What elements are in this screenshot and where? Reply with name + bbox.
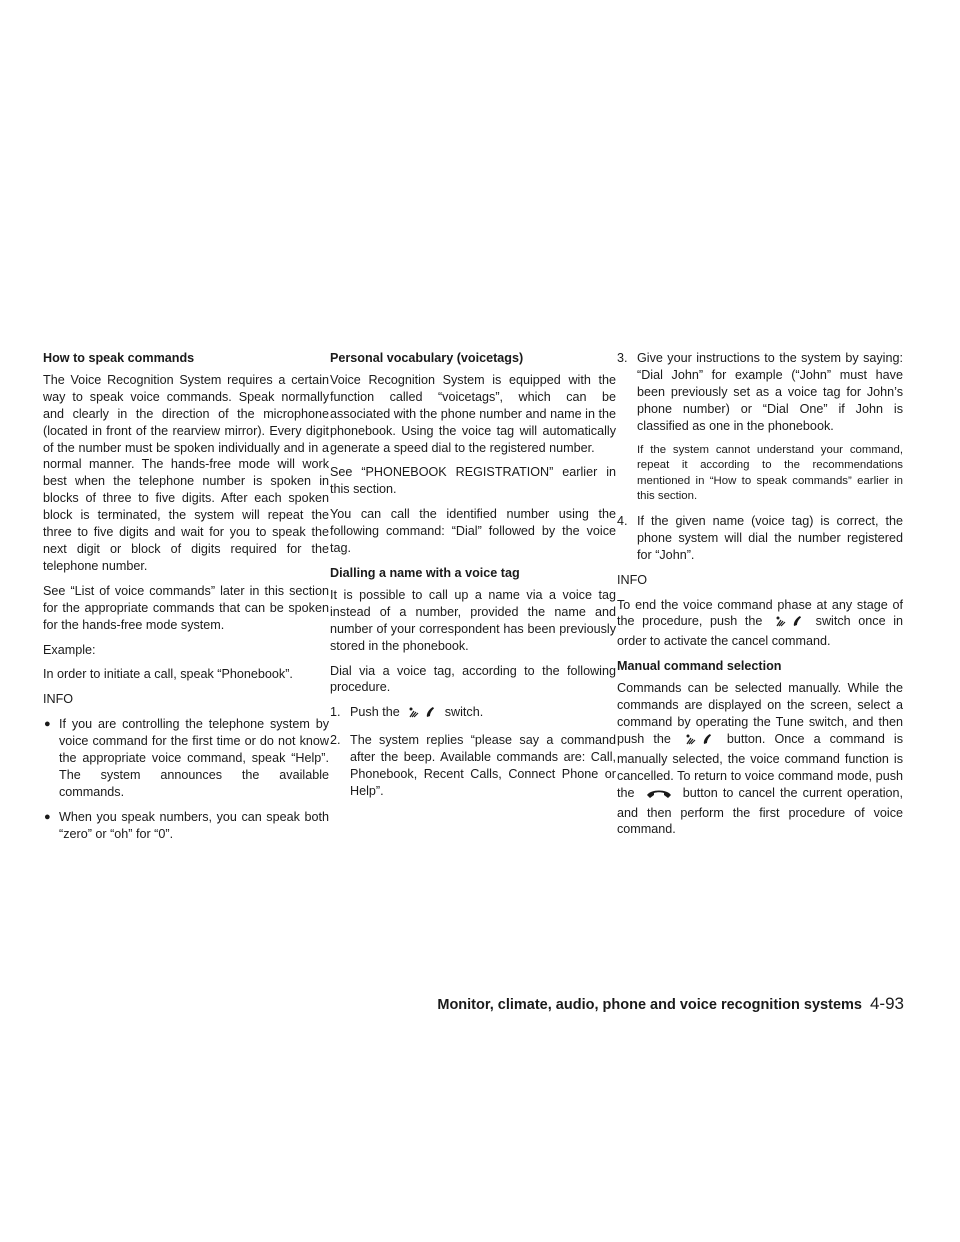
step-3: [617, 350, 903, 435]
paragraph-procedure: Dial via a voice tag, according to the following procedure.: [330, 663, 616, 695]
step-text: Push the: [350, 705, 400, 720]
step-1: [330, 704, 616, 724]
step-2: [330, 732, 616, 800]
section-title: Monitor, climate, audio, phone and voice recognition systems: [437, 997, 862, 1013]
paragraph-end-voice: To end the voice command phase at any stage of the procedure, push the switch once in order to activate the cancel command.: [617, 597, 904, 649]
step-3-note: If the system cannot understand your command, repeat it according to the recommendations mentioned in “How to speak commands” earlier in this section.: [637, 443, 903, 503]
heading-how-to-speak: How to speak commands: [43, 351, 195, 365]
column-right: [617, 350, 903, 846]
heading-manual-command: Manual command selection: [617, 659, 782, 674]
column-left: [43, 350, 329, 851]
step-text: switch.: [444, 705, 484, 720]
bullet-item: [43, 716, 329, 801]
paragraph-see-phonebook: See “PHONEBOOK REGISTRATION” earlier in this section.: [330, 465, 616, 497]
step-number: 3.: [617, 351, 628, 365]
heading-dialling-name: Dialling a name with a voice tag: [330, 565, 520, 580]
bullet-dot-icon: ●: [44, 718, 51, 731]
step-number: 4.: [617, 513, 628, 528]
page-footer: [437, 996, 904, 1014]
paragraph-dial-command: You can call the identified number using the following command: “Dial” followed by the voice tag.: [330, 507, 616, 556]
bullet-text: When you speak numbers, you can speak both “zero” or “oh” for “0”.: [59, 809, 329, 841]
info-label: INFO: [43, 692, 74, 707]
column-middle: [330, 350, 616, 808]
voice-talk-switch-icon: [407, 705, 437, 724]
step-number: 2.: [330, 733, 341, 748]
paragraph-voicetags: Voice Recognition System is equipped with the function called “voicetags”, which can be associated with the phone number and name in the phonebook. Using the voice tag will automatically generate a speed dial to the registered number.: [330, 372, 616, 455]
phone-hangup-icon: [644, 788, 674, 805]
voice-talk-switch-icon: [684, 732, 714, 751]
bullet-dot-icon: ●: [44, 810, 51, 823]
page-number: 4-93: [869, 994, 904, 1013]
paragraph-see-list: See “List of voice commands” later in this section for the appropriate commands that can be spoken for the hands-free mode system.: [43, 583, 329, 632]
step-text: The system replies “please say a command after the beep. Available commands are: Call, Phonebook, Recent Calls, Connect Phone or Help”.: [350, 733, 616, 798]
info-label: INFO: [617, 572, 648, 587]
heading-personal-vocabulary: Personal vocabulary (voicetags): [330, 351, 524, 365]
step-text: If the given name (voice tag) is correct, the phone system will dial the number registered for “John”.: [637, 513, 903, 562]
voice-talk-switch-icon: [774, 614, 804, 633]
paragraph-manual-command: Commands can be selected manually. While the commands are displayed on the screen, select a command by operating the Tune switch, and then push the button. Once a command is manually selected, the voice command function is cancelled. To return to voice command mode, push the button to cancel the current operation, and then perform the first procedure of voice command.: [617, 681, 904, 837]
paragraph-example: In order to initiate a call, speak “Phonebook”.: [43, 667, 293, 682]
step-4: [617, 513, 903, 564]
paragraph-speak-intro: The Voice Recognition System requires a certain way to speak voice commands. Speak normally and clearly in the direction of the microphone (located in front of the rearview mirror). Every digit of the number must be spoken individually and in a normal manner. The hands-free mode will work best when the telephone number is spoken in blocks of three to five digits. After each spoken block is terminated, the system will repeat the three to five digits and wait for you to speak the next digit or block of digits required for the telephone number.: [43, 372, 329, 573]
step-text: Give your instructions to the system by saying: “Dial John” for example (“John” must have been previously set as a voice tag for John’s phone number) or “Dial One” if John is classified as one in the phonebook.: [637, 351, 903, 433]
paragraph-example-label: Example:: [43, 642, 96, 657]
bullet-item: [43, 809, 329, 843]
step-number: 1.: [330, 705, 341, 720]
paragraph-call-up-name: It is possible to call up a name via a voice tag instead of a number, provided the name and number of your correspondent has been previously stored in the phonebook.: [330, 587, 616, 653]
bullet-text: If you are controlling the telephone system by voice command for the first time or do not know the appropriate voice command, speak “Help”. The system announces the available commands.: [59, 717, 329, 799]
